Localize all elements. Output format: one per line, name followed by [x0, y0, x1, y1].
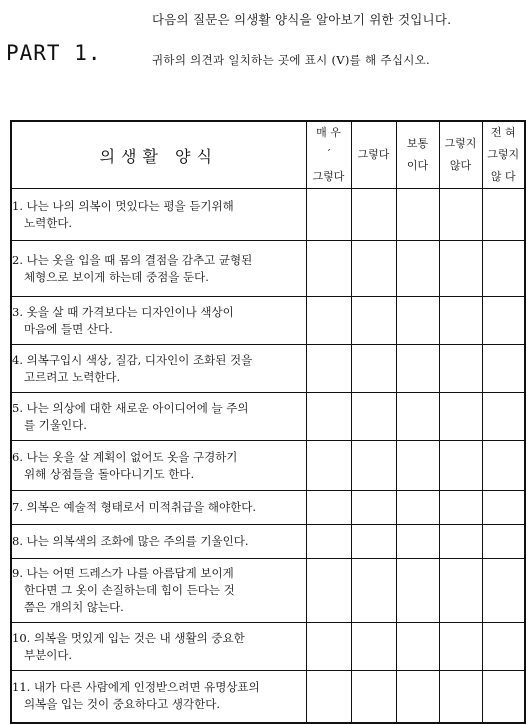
answer-cell[interactable]: [351, 393, 396, 441]
question-row: [11, 623, 525, 671]
question-row: [11, 345, 525, 393]
option-header-line: 전 혀: [490, 126, 516, 139]
answer-cell[interactable]: [396, 393, 439, 441]
answer-cell[interactable]: [351, 189, 396, 241]
answer-cell[interactable]: [306, 525, 351, 559]
question-rows: [11, 189, 525, 723]
answer-cell[interactable]: [482, 297, 525, 345]
question-text-line: 3. 옷을 살 때 가격보다는 디자인이나 색상이: [12, 304, 234, 319]
question-text-line: 노력한다.: [24, 215, 73, 230]
question-row: [11, 671, 525, 723]
option-header-line: 보통: [406, 137, 429, 150]
question-row: [11, 525, 525, 559]
option-header-strongly-disagree: [482, 121, 525, 189]
answer-cell[interactable]: [306, 441, 351, 491]
answer-cell[interactable]: [439, 393, 482, 441]
answer-cell[interactable]: [482, 525, 525, 559]
question-text: [11, 491, 306, 525]
answer-cell[interactable]: [306, 623, 351, 671]
option-header-line: ˊ: [325, 148, 332, 161]
answer-cell[interactable]: [439, 623, 482, 671]
option-header-line: 그렇다: [312, 170, 345, 183]
answer-cell[interactable]: [482, 189, 525, 241]
answer-cell[interactable]: [306, 559, 351, 623]
answer-cell[interactable]: [396, 525, 439, 559]
answer-cell[interactable]: [351, 559, 396, 623]
option-header-agree: [351, 121, 396, 189]
question-text-line: 1. 나는 나의 의복이 멋있다는 평을 듣기위해: [12, 198, 234, 213]
answer-cell[interactable]: [396, 559, 439, 623]
question-text-line: 고르려고 노력한다.: [24, 369, 121, 384]
question-text-line: 10. 의복을 멋있게 입는 것은 내 생활의 중요한: [12, 630, 245, 645]
answer-cell[interactable]: [351, 345, 396, 393]
question-row: [11, 559, 525, 623]
answer-cell[interactable]: [351, 491, 396, 525]
question-row: [11, 441, 525, 491]
question-text-line: 5. 나는 의상에 대한 새로운 아이디어에 늘 주의: [12, 400, 249, 415]
question-text: [11, 525, 306, 559]
header-row: [11, 121, 525, 189]
answer-cell[interactable]: [351, 241, 396, 297]
part-label: PART 1.: [6, 41, 102, 65]
question-column-header: 의생활 양식: [11, 121, 306, 189]
question-text-line: 4. 의복구입시 색상, 질감, 디자인이 조화된 것을: [12, 352, 253, 367]
question-row: [11, 491, 525, 525]
question-row: [11, 241, 525, 297]
answer-cell[interactable]: [396, 345, 439, 393]
answer-cell[interactable]: [482, 491, 525, 525]
answer-cell[interactable]: [351, 297, 396, 345]
answer-cell[interactable]: [351, 441, 396, 491]
question-text: [11, 297, 306, 345]
answer-cell[interactable]: [439, 441, 482, 491]
answer-cell[interactable]: [351, 623, 396, 671]
option-header-line: 매 우: [316, 126, 341, 139]
option-header-disagree: [439, 121, 482, 189]
answer-cell[interactable]: [439, 345, 482, 393]
answer-cell[interactable]: [306, 671, 351, 723]
question-text-line: 9. 나는 어떤 드레스가 나를 아름답게 보이게: [12, 566, 234, 580]
question-row: [11, 189, 525, 241]
answer-cell[interactable]: [396, 241, 439, 297]
option-header-line: 그렇지: [487, 148, 520, 161]
answer-cell[interactable]: [396, 491, 439, 525]
question-text-line: 7. 의복은 예술적 형태로서 미적취급을 해야한다.: [12, 500, 256, 514]
answer-cell[interactable]: [351, 671, 396, 723]
question-text: [11, 623, 306, 671]
question-text: [11, 671, 306, 723]
answer-cell[interactable]: [482, 559, 525, 623]
answer-cell[interactable]: [351, 525, 396, 559]
answer-cell[interactable]: [306, 393, 351, 441]
question-text-line: 8. 나는 의복색의 조화에 많은 주의를 기울인다.: [12, 534, 249, 548]
question-text-line: 의복을 입는 것이 중요하다고 생각한다.: [24, 697, 221, 712]
answer-cell[interactable]: [396, 623, 439, 671]
question-text: [11, 345, 306, 393]
question-text-line: 마음에 들면 산다.: [24, 321, 113, 336]
answer-cell[interactable]: [482, 393, 525, 441]
question-text: [11, 189, 306, 241]
answer-cell[interactable]: [306, 189, 351, 241]
answer-cell[interactable]: [306, 491, 351, 525]
answer-cell[interactable]: [439, 491, 482, 525]
answer-cell[interactable]: [439, 241, 482, 297]
question-text-line: 쯤은 개의치 않는다.: [24, 600, 124, 614]
option-header-neutral: [396, 121, 439, 189]
option-header-line: 이다: [406, 159, 429, 172]
question-text: [11, 393, 306, 441]
answer-cell[interactable]: [439, 297, 482, 345]
answer-cell[interactable]: [482, 623, 525, 671]
answer-cell[interactable]: [482, 241, 525, 297]
option-header-line: 그렇지: [444, 137, 477, 150]
answer-cell[interactable]: [439, 559, 482, 623]
question-text: [11, 441, 306, 491]
answer-cell[interactable]: [306, 241, 351, 297]
question-text-line: 한다면 그 옷이 손질하는데 힘이 든다는 것: [24, 583, 235, 597]
answer-cell[interactable]: [396, 441, 439, 491]
option-header-line: 않 다: [490, 170, 516, 183]
question-text-line: 를 기울인다.: [24, 417, 87, 432]
answer-cell[interactable]: [439, 525, 482, 559]
answer-cell[interactable]: [396, 671, 439, 723]
option-header-strongly-agree: [306, 121, 351, 189]
question-text-line: 위해 상점들을 돌아다니기도 한다.: [24, 466, 195, 481]
question-text-line: 11. 내가 다른 사람에게 인정받으려면 유명상표의: [12, 680, 260, 695]
answer-cell[interactable]: [306, 345, 351, 393]
question-text-line: 체형으로 보이게 하는데 중점을 둔다.: [24, 269, 209, 284]
answer-cell[interactable]: [396, 189, 439, 241]
answer-cell[interactable]: [482, 441, 525, 491]
option-header-line: 않다: [449, 159, 472, 172]
intro-line-1: 다음의 질문은 의생활 양식을 알아보기 위한 것입니다.: [152, 12, 452, 27]
question-text: [11, 241, 306, 297]
question-text-line: 2. 나는 옷을 입을 때 몸의 결점을 감추고 균형된: [12, 252, 253, 267]
answer-cell[interactable]: [396, 297, 439, 345]
survey-table: [10, 120, 526, 724]
question-text: [11, 559, 306, 623]
question-text-line: 6. 나는 옷을 살 계획이 없어도 옷을 구경하기: [12, 449, 238, 464]
answer-cell[interactable]: [439, 189, 482, 241]
answer-cell[interactable]: [439, 671, 482, 723]
answer-cell[interactable]: [482, 671, 525, 723]
question-text-line: 부분이다.: [24, 647, 73, 662]
question-row: [11, 393, 525, 441]
option-header-line: 그렇다: [357, 148, 390, 161]
answer-cell[interactable]: [482, 345, 525, 393]
intro-line-2: 귀하의 의견과 일치하는 곳에 표시 (V)를 해 주십시오.: [152, 53, 430, 67]
answer-cell[interactable]: [306, 297, 351, 345]
question-row: [11, 297, 525, 345]
